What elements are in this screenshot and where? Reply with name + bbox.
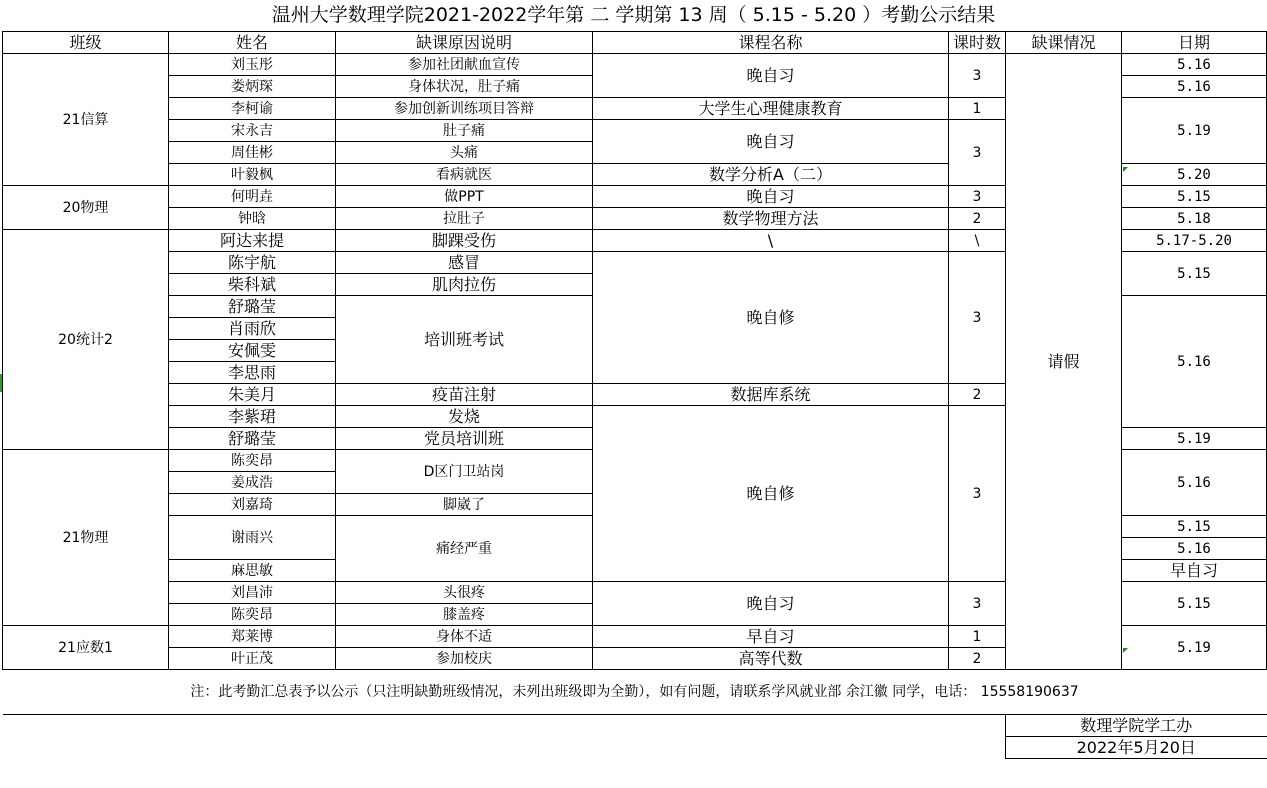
name-cell: 安佩雯 [169, 340, 336, 362]
header-status: 缺课情况 [1006, 32, 1122, 54]
name-cell: 李柯谕 [169, 98, 336, 120]
hours-cell: 2 [949, 648, 1006, 670]
class-cell: 21物理 [3, 450, 169, 626]
name-cell: 姜成浩 [169, 472, 336, 494]
course-cell: 数学分析A（二） [593, 164, 949, 186]
reason-cell: 肚子痛 [336, 120, 593, 142]
name-cell: 朱美月 [169, 384, 336, 406]
class-cell: 21信算 [3, 54, 169, 186]
header-reason: 缺课原因说明 [336, 32, 593, 54]
reason-cell: 膝盖疼 [336, 604, 593, 626]
footer-office: 数理学院学工办 [1006, 715, 1267, 737]
date-cell: 5.17-5.20 [1122, 230, 1267, 252]
date-cell: 5.16 [1122, 76, 1267, 98]
date-cell: 5.20 [1122, 164, 1267, 186]
course-cell: 晚自习 [593, 54, 949, 98]
date-cell: 5.16 [1122, 54, 1267, 76]
note-row [3, 670, 1267, 715]
course-cell: 晚自修 [593, 252, 949, 384]
name-cell: 麻思敏 [169, 560, 336, 582]
hours-cell: 1 [949, 98, 1006, 120]
reason-cell: 参加创新训练项目答辩 [336, 98, 593, 120]
name-cell: 娄炳琛 [169, 76, 336, 98]
reason-cell: 感冒 [336, 252, 593, 274]
reason-cell: 参加校庆 [336, 648, 593, 670]
name-cell: 刘昌沛 [169, 582, 336, 604]
reason-cell: 党员培训班 [336, 428, 593, 450]
name-cell: 刘玉彤 [169, 54, 336, 76]
date-cell: 5.19 [1122, 98, 1267, 164]
date-cell: 5.16 [1122, 538, 1267, 560]
name-cell: 周佳彬 [169, 142, 336, 164]
reason-cell: 看病就医 [336, 164, 593, 186]
reason-cell: 头很疼 [336, 582, 593, 604]
reason-cell: 身体状况，肚子痛 [336, 76, 593, 98]
cell-marker [1123, 648, 1128, 653]
date-cell: 5.19 [1122, 626, 1267, 670]
hours-cell: 1 [949, 626, 1006, 648]
name-cell: 郑莱博 [169, 626, 336, 648]
reason-cell: 头痛 [336, 142, 593, 164]
reason-cell: 痛经严重 [336, 516, 593, 582]
footer-blank [3, 737, 1006, 759]
cell-marker [1123, 167, 1128, 172]
name-cell: 阿达来提 [169, 230, 336, 252]
hours-cell: 3 [949, 582, 1006, 626]
footer-row [3, 715, 1267, 737]
hours-cell: 3 [949, 186, 1006, 208]
name-cell: 陈奕昂 [169, 450, 336, 472]
name-cell: 李紫珺 [169, 406, 336, 428]
name-cell: 柴科斌 [169, 274, 336, 296]
reason-cell: 参加社团献血宣传 [336, 54, 593, 76]
reason-cell: 做PPT [336, 186, 593, 208]
name-cell: 舒璐莹 [169, 296, 336, 318]
reason-cell: 拉肚子 [336, 208, 593, 230]
reason-cell: 培训班考试 [336, 296, 593, 384]
name-cell: 叶正茂 [169, 648, 336, 670]
name-cell: 肖雨欣 [169, 318, 336, 340]
header-class: 班级 [3, 32, 169, 54]
note-text: 注：此考勤汇总表予以公示（只注明缺勤班级情况，未列出班级即为全勤），如有问题，请联系学风就业部 余江徽 同学，电话： 15558190637 [3, 670, 1267, 715]
hours-cell: 2 [949, 384, 1006, 406]
hours-cell: 3 [949, 54, 1006, 98]
reason-cell: 身体不适 [336, 626, 593, 648]
class-cell: 21应数1 [3, 626, 169, 670]
page-title: 温州大学数理学院2021-2022学年第 二 学期第 13 周（ 5.15 - 5.20 ）考勤公示结果 [271, 4, 996, 26]
name-cell: 钟晗 [169, 208, 336, 230]
name-cell: 谢雨兴 [169, 516, 336, 560]
header-name: 姓名 [169, 32, 336, 54]
header-hours: 课时数 [949, 32, 1006, 54]
date-cell: 5.16 [1122, 450, 1267, 516]
hours-cell: \ [949, 230, 1006, 252]
course-cell: 晚自修 [593, 406, 949, 582]
hours-cell: 3 [949, 406, 1006, 582]
name-cell: 舒璐莹 [169, 428, 336, 450]
status-cell: 请假 [1006, 54, 1122, 670]
hours-cell: 3 [949, 120, 1006, 186]
footer-date: 2022年5月20日 [1006, 737, 1267, 759]
course-cell: 数据库系统 [593, 384, 949, 406]
name-cell: 陈奕昂 [169, 604, 336, 626]
header-course: 课程名称 [593, 32, 949, 54]
course-cell: 大学生心理健康教育 [593, 98, 949, 120]
course-cell: 数学物理方法 [593, 208, 949, 230]
date-cell: 5.18 [1122, 208, 1267, 230]
course-cell: 早自习 [593, 626, 949, 648]
date-cell: 5.15 [1122, 186, 1267, 208]
course-cell: \ [593, 230, 949, 252]
header-row [3, 32, 1267, 54]
course-cell: 晚自习 [593, 120, 949, 164]
reason-cell: 疫苗注射 [336, 384, 593, 406]
footer-blank [3, 715, 1006, 737]
name-cell: 陈宇航 [169, 252, 336, 274]
reason-cell: 发烧 [336, 406, 593, 428]
course-cell: 高等代数 [593, 648, 949, 670]
date-cell: 5.19 [1122, 428, 1267, 450]
course-cell: 晚自习 [593, 186, 949, 208]
reason-cell: 脚崴了 [336, 494, 593, 516]
class-cell: 20统计2 [3, 230, 169, 450]
header-date: 日期 [1122, 32, 1267, 54]
date-cell: 5.15 [1122, 516, 1267, 538]
name-cell: 李思雨 [169, 362, 336, 384]
hours-cell: 3 [949, 252, 1006, 384]
reason-cell: 肌肉拉伤 [336, 274, 593, 296]
attendance-table [2, 31, 1267, 759]
name-cell: 刘嘉琦 [169, 494, 336, 516]
class-cell: 20物理 [3, 186, 169, 230]
date-cell: 5.16 [1122, 296, 1267, 428]
reason-cell: 脚踝受伤 [336, 230, 593, 252]
footer-row [3, 737, 1267, 759]
hours-cell: 2 [949, 208, 1006, 230]
date-cell: 5.15 [1122, 582, 1267, 626]
reason-cell: D区门卫站岗 [336, 450, 593, 494]
name-cell: 宋永吉 [169, 120, 336, 142]
course-cell: 早自习 [1122, 560, 1267, 582]
date-cell: 5.15 [1122, 252, 1267, 296]
name-cell: 何明垚 [169, 186, 336, 208]
name-cell: 叶毅枫 [169, 164, 336, 186]
table-row [3, 54, 1267, 76]
course-cell: 晚自习 [593, 582, 949, 626]
